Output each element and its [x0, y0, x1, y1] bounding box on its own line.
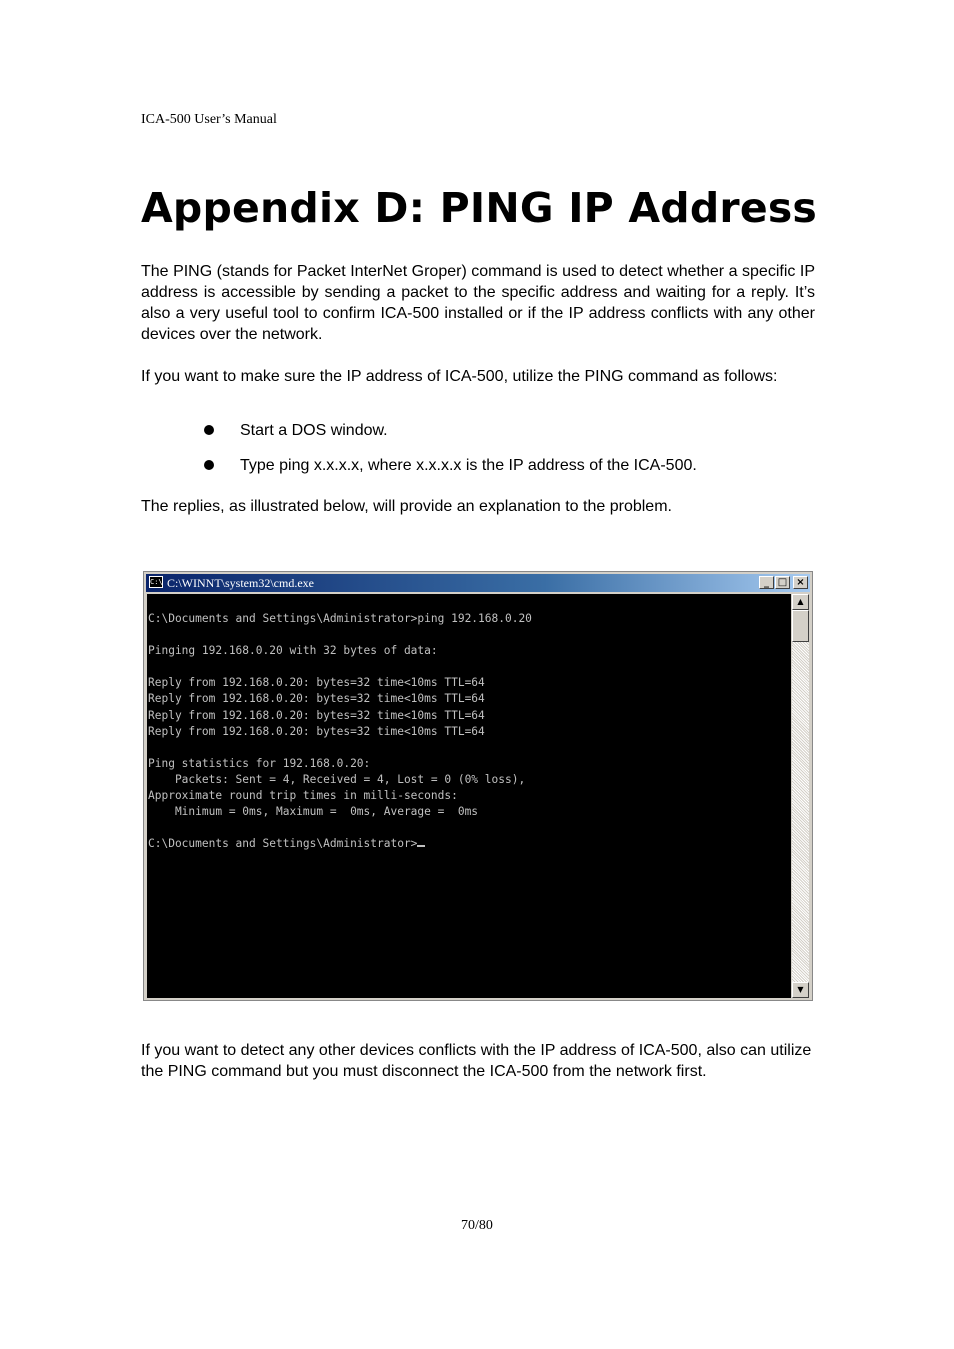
- scroll-up-arrow-icon[interactable]: ▲: [792, 594, 809, 610]
- text-cursor: [417, 845, 425, 847]
- vertical-scrollbar[interactable]: [792, 594, 809, 998]
- usage-paragraph: If you want to make sure the IP address of ICA-500, utilize the PING command as follows:: [141, 368, 778, 385]
- close-button[interactable]: ×: [793, 576, 808, 589]
- conflicts-paragraph: If you want to detect any other devices conflicts with the IP address of ICA-500, also can utilize the PING command but you must disconnect the ICA-500 from the network first.: [141, 1042, 812, 1080]
- scrollbar-thumb[interactable]: [792, 610, 809, 642]
- page-number: 70/80: [461, 1218, 493, 1233]
- dos-window-screenshot: [143, 571, 813, 1001]
- window-title: C:\WINNT\system32\cmd.exe: [167, 576, 314, 590]
- page-title: Appendix D: PING IP Address: [141, 184, 818, 232]
- replies-paragraph: The replies, as illustrated below, will provide an explanation to the problem.: [141, 498, 672, 515]
- cmd-app-icon: C:\: [150, 578, 163, 586]
- running-header: ICA-500 User’s Manual: [141, 112, 277, 127]
- console-output[interactable]: [147, 594, 791, 998]
- bullet-text: Start a DOS window.: [240, 422, 388, 439]
- window-titlebar: [146, 574, 810, 592]
- bullet-text: Type ping x.x.x.x, where x.x.x.x is the IP address of the ICA-500.: [240, 457, 697, 474]
- scroll-down-arrow-icon[interactable]: ▼: [792, 982, 809, 998]
- maximize-button[interactable]: □: [775, 576, 790, 589]
- console-text: C:\Documents and Settings\Administrator>ping 192.168.0.20 Pinging 192.168.0.20 with 32 bytes of data: Reply from 192.168.0.20: bytes=32 time<10ms TTL=64 Reply from 192.168.0.20: bytes=32 time<10ms TTL=64 Reply from 192.168.0.20: bytes=32 time<10ms TTL=64 Reply from 192.168.0.20: bytes=32 time<10ms TTL=64 Ping statistics for 192.168.0.20: Packets: Sent = 4, Received = 4, Lost = 0 (0% loss), Approximate round trip times in milli-seconds: Minimum = 0ms, Maximum = 0ms, Average = 0ms C:\Documents and Settings\Administrator>: [148, 612, 532, 851]
- bullet-dot-icon: [204, 460, 214, 470]
- minimize-button[interactable]: _: [759, 576, 774, 589]
- bullet-dot-icon: [204, 425, 214, 435]
- intro-paragraph: The PING (stands for Packet InterNet Groper) command is used to detect whether a specific IP address is accessible by sending a packet to the specific address and waiting for a reply. It’s also a very useful tool to confirm ICA-500 installed or if the IP address conflicts with any other devices over the network.: [141, 263, 815, 343]
